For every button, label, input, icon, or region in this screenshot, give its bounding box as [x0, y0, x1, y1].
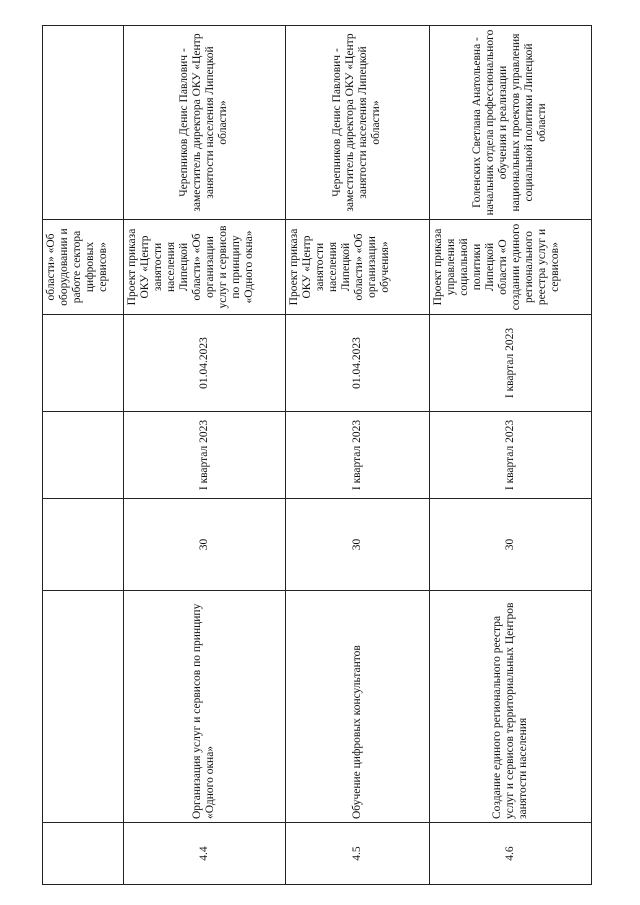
cell-document	[43, 220, 124, 315]
document-text: области» «Об оборудовании и работе сектора цифровых сервисов»	[45, 228, 109, 306]
table-row	[123, 26, 285, 885]
row-name	[285, 591, 429, 823]
table-row-continuation	[43, 26, 124, 885]
row-number: 4.5	[285, 823, 429, 885]
plan-table	[42, 25, 592, 885]
cell-date	[43, 315, 124, 412]
cell-value	[43, 499, 124, 591]
cell-number	[43, 823, 124, 885]
rotated-table-container	[42, 25, 592, 885]
cell-responsible	[43, 26, 124, 220]
row-responsible: Голенских Светлана Анатольевна - начальник отдела профессионального обучения и реализации национальных проектов управления социальной политики Липецкой области	[429, 26, 591, 220]
name-text: Обучение цифровых консультантов	[350, 645, 363, 819]
name-text: Организация услуг и сервисов по принципу «Одного окна»	[191, 603, 217, 819]
row-value: 30	[285, 499, 429, 591]
row-name	[123, 591, 285, 823]
row-date: I квартал 2023	[429, 315, 591, 412]
row-term: I квартал 2023	[429, 412, 591, 499]
table-row	[429, 26, 591, 885]
row-document: Проект приказа управления социальной политики Липецкой области «О создании единого регионального реестра услуг и сервисов»	[429, 220, 591, 315]
row-document: Проект приказа ОКУ «Центр занятости населения Липецкой области» «Об организации услуг и сервисов по принципу «Одного окна»	[123, 220, 285, 315]
row-name	[429, 591, 591, 823]
row-value: 30	[123, 499, 285, 591]
row-date: 01.04.2023	[123, 315, 285, 412]
row-number: 4.6	[429, 823, 591, 885]
row-number: 4.4	[123, 823, 285, 885]
row-value: 30	[429, 499, 591, 591]
row-term: I квартал 2023	[285, 412, 429, 499]
row-date: 01.04.2023	[285, 315, 429, 412]
cell-term	[43, 412, 124, 499]
row-responsible: Черепников Денис Павлович - заместитель директора ОКУ «Центр занятости населения Липецкой области»	[285, 26, 429, 220]
name-text: Создание единого регионального реестра услуг и сервисов территориальных Центров занятости населения	[490, 602, 529, 819]
table-row	[285, 26, 429, 885]
row-term: I квартал 2023	[123, 412, 285, 499]
row-responsible: Черепников Денис Павлович - заместитель директора ОКУ «Центр занятости населения Липецкой области»	[123, 26, 285, 220]
row-document: Проект приказа ОКУ «Центр занятости населения Липецкой области» «Об организации обучения»	[285, 220, 429, 315]
cell-name	[43, 591, 124, 823]
